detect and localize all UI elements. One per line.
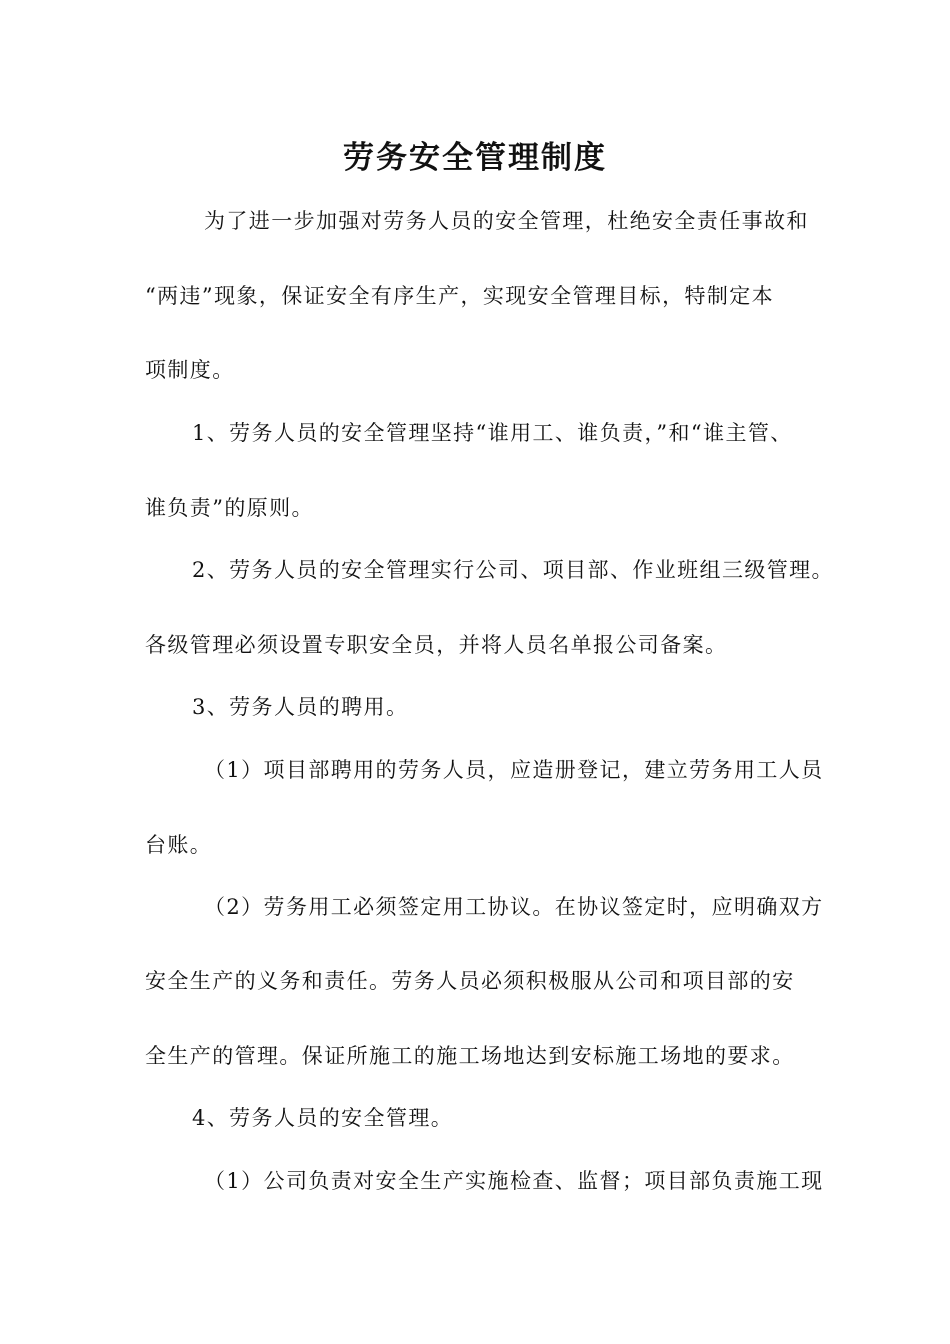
clause-3-item-2-line-3: 全生产的管理。保证所施工的施工场地达到安标施工场地的要求。 xyxy=(145,1044,795,1068)
paragraph-intro-line-1: 为了进一步加强对劳务人员的安全管理，杜绝安全责任事故和 xyxy=(204,209,809,233)
paragraph-intro-line-2: “两违”现象，保证安全有序生产，实现安全管理目标，特制定本 xyxy=(145,284,775,308)
clause-2-line-1: 2、劳务人员的安全管理实行公司、项目部、作业班组三级管理。 xyxy=(192,558,834,582)
clause-3-item-1-line-2: 台账。 xyxy=(145,833,213,857)
clause-3-item-2-line-2: 安全生产的义务和责任。劳务人员必须积极服从公司和项目部的安 xyxy=(145,969,795,993)
clause-3-item-2-line-1: （2）劳务用工必须签定用工协议。在协议签定时，应明确双方 xyxy=(204,895,824,919)
clause-3-heading: 3、劳务人员的聘用。 xyxy=(192,695,409,719)
clause-3-item-1-line-1: （1）项目部聘用的劳务人员，应造册登记，建立劳务用工人员 xyxy=(204,758,824,782)
clause-2-line-2: 各级管理必须设置专职安全员，并将人员名单报公司备案。 xyxy=(145,633,728,657)
clause-1-line-2: 谁负责”的原则。 xyxy=(145,496,314,520)
clause-1-line-1: 1、劳务人员的安全管理坚持“谁用工、谁负责，”和“谁主管、 xyxy=(192,421,793,445)
clause-4-heading: 4、劳务人员的安全管理。 xyxy=(192,1106,454,1130)
document-title: 劳务安全管理制度 xyxy=(343,140,607,176)
paragraph-intro-line-3: 项制度。 xyxy=(145,358,235,382)
clause-4-item-1-line-1: （1）公司负责对安全生产实施检查、监督；项目部负责施工现 xyxy=(204,1169,824,1193)
